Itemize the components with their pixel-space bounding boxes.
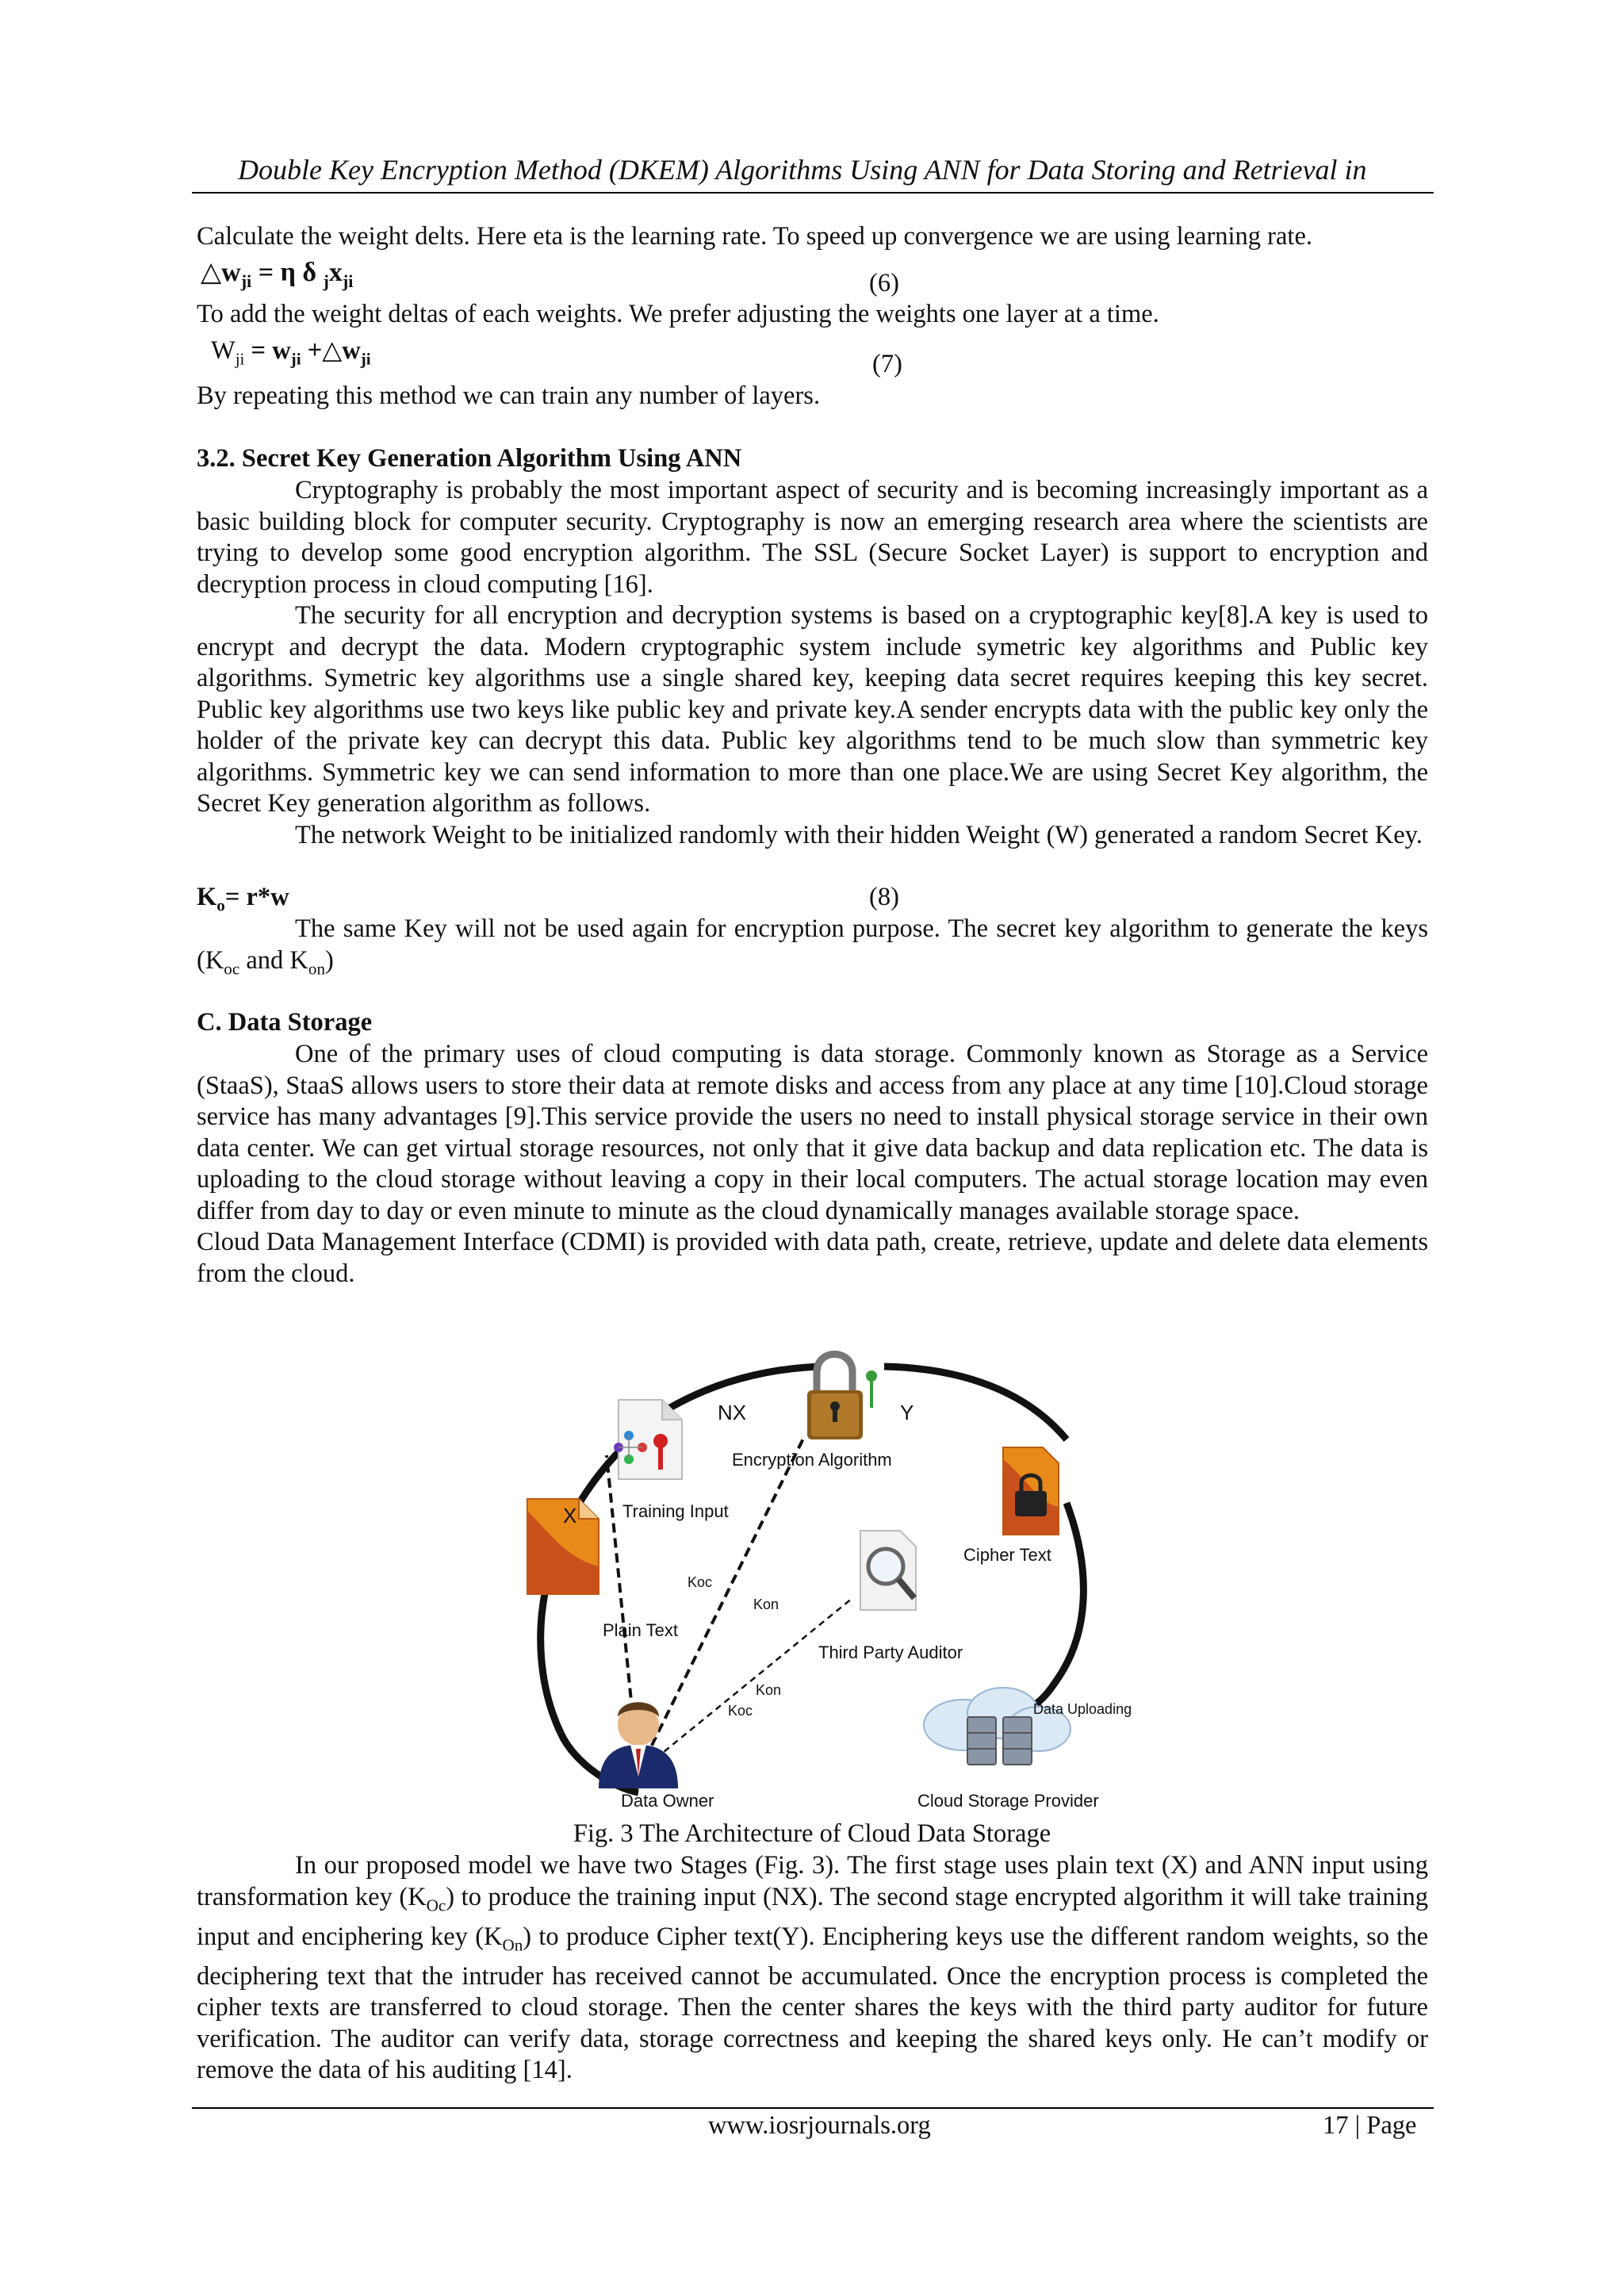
figure-cloud-architecture — [519, 1344, 1154, 1816]
section-3-2-body — [197, 475, 1428, 851]
cloud-storage-icon — [924, 1688, 1071, 1765]
paragraph-proposed-model: In our proposed model we have two Stages (Fig. 3). The first stage uses plain text (X) and ANN input using transformation key $(K_{Oc})$ to produce the training input (NX). The second stage encrypted algorithm it will take training input and enciphering key $(K_{On})$ to produce Cipher text(Y). Enciphering keys use the different random weights, so the deciphering text that the intruder has received cannot be accumulated. Once the encryption process is completed the cipher texts are transferred to cloud storage. Then the center shares the keys with the third party auditor for future verification. The auditor can verify data, storage correctness and keeping the shared keys only. He can’t modify or remove the data of his auditing [14]. — [197, 1851, 1428, 2084]
equation-8: $K_o= r*w$ — [197, 883, 289, 915]
label-koc-1: Koc — [688, 1574, 713, 1590]
label-data-owner: Data Owner — [621, 1791, 714, 1811]
paragraph-weight-delts: Calculate the weight delts. Here eta is the learning rate. To speed up convergence we are using learning rate. — [197, 222, 1313, 251]
label-training-input: Training Input — [622, 1501, 729, 1521]
paragraph-network-weight: The network Weight to be initialized randomly with their hidden Weight (W) generated a random Secret Key. — [295, 820, 1423, 849]
label-nx: NX — [718, 1401, 747, 1424]
header-rule — [192, 192, 1434, 194]
label-x: X — [563, 1504, 577, 1527]
label-plain-text: Plain Text — [603, 1620, 678, 1640]
running-head: Double Key Encryption Method (DKEM) Algorithms Using ANN for Data Storing and Retrieval in — [238, 154, 1367, 186]
paragraph-cdmi: Cloud Data Management Interface (CDMI) is provided with data path, create, retrieve, update and delete data elements from the cloud. — [197, 1228, 1428, 1288]
training-input-icon — [614, 1400, 682, 1479]
label-koc-2: Koc — [728, 1703, 753, 1719]
label-cloud-storage-provider: Cloud Storage Provider — [917, 1791, 1099, 1811]
equation-6-number: (6) — [869, 269, 899, 297]
equation-8-number: (8) — [869, 883, 899, 911]
paragraph-data-storage: One of the primary uses of cloud computing is data storage. Commonly known as Storage as a Service (StaaS), StaaS allows users to store their data at remote disks and access from any place at any time [10].Cloud storage service has many advantages [9].This service provide the users no need to install physical storage service in their own data center. We can get virtual storage resources, not only that it give data backup and data replication etc. The data is uploading to the cloud storage without leaving a copy in their local computers. The actual storage location may even differ from day to day or even minute to minute as the cloud dynamically manages available storage space. — [197, 1040, 1428, 1225]
label-kon-1: Kon — [753, 1596, 779, 1612]
label-cipher-text: Cipher Text — [963, 1545, 1051, 1565]
paragraph-model-wrap — [197, 1850, 1428, 2087]
label-y: Y — [900, 1401, 914, 1424]
footer-page-number: 17 | Page — [1323, 2111, 1417, 2140]
paragraph-repeating: By repeating this method we can train any number of layers. — [197, 381, 821, 410]
equation-7: $W_{ji} = w_{ji}$ $+\triangle w_{ji}$ — [211, 336, 371, 369]
label-kon-2: Kon — [756, 1682, 782, 1698]
equation-6: $\triangle w_{ji} = \eta$ δ $_jx_{ji}$ — [201, 258, 354, 291]
equation-7-number: (7) — [872, 350, 902, 378]
section-heading-c: C. Data Storage — [197, 1008, 373, 1037]
magnifier-icon — [860, 1531, 916, 1610]
kon-line — [638, 1435, 805, 1773]
paragraph-cryptography-1: Cryptography is probably the most important aspect of security and is becoming increasingly important as a basic building block for computer security. Cryptography is now an emerging research area where the scientists are trying to develop some good encryption algorithm. The SSL (Secure Socket Layer) is support to encryption and decryption process in cloud computing [16]. — [197, 476, 1428, 599]
paragraph-cryptography-2: The security for all encryption and decryption systems is based on a cryptographic key[8].A key is used to encrypt and decrypt the data. Modern cryptographic system include symetric key algorithms and Public key algorithms. Symetric key algorithms use a single shared key, keeping data secret requires keeping this key secret. Public key algorithms use two keys like public key and private key.A sender encrypts data with the public key only the holder of the private key can decrypt this data. Public key algorithms tend to be much slow than symmetric key algorithms. Symmetric key we can send information to more than one place.We are using Secret Key algorithm, the Secret Key generation algorithm as follows. — [197, 601, 1428, 818]
label-data-uploading: Data Uploading — [1033, 1701, 1132, 1717]
cipher-text-icon — [1003, 1447, 1059, 1535]
paragraph-same-key: The same Key will not be used again for encryption purpose. The secret key algorithm to generate the keys ($K_{oc}$ and $K_{on}$) — [197, 914, 1428, 978]
padlock-icon — [807, 1355, 877, 1440]
figure-caption: Fig. 3 The Architecture of Cloud Data Storage — [573, 1819, 1051, 1848]
footer-rule — [192, 2107, 1434, 2109]
paragraph-same-key-wrap — [197, 914, 1428, 985]
footer-url: www.iosrjournals.org — [708, 2111, 931, 2140]
label-third-party-auditor: Third Party Auditor — [818, 1642, 963, 1662]
section-heading-3-2: 3.2. Secret Key Generation Algorithm Using ANN — [197, 444, 742, 473]
paragraph-add-deltas: To add the weight deltas of each weights. We prefer adjusting the weights one layer at a time. — [197, 300, 1159, 328]
section-c-body — [197, 1039, 1428, 1290]
label-encryption-algorithm: Encryption Algorithm — [732, 1450, 892, 1470]
